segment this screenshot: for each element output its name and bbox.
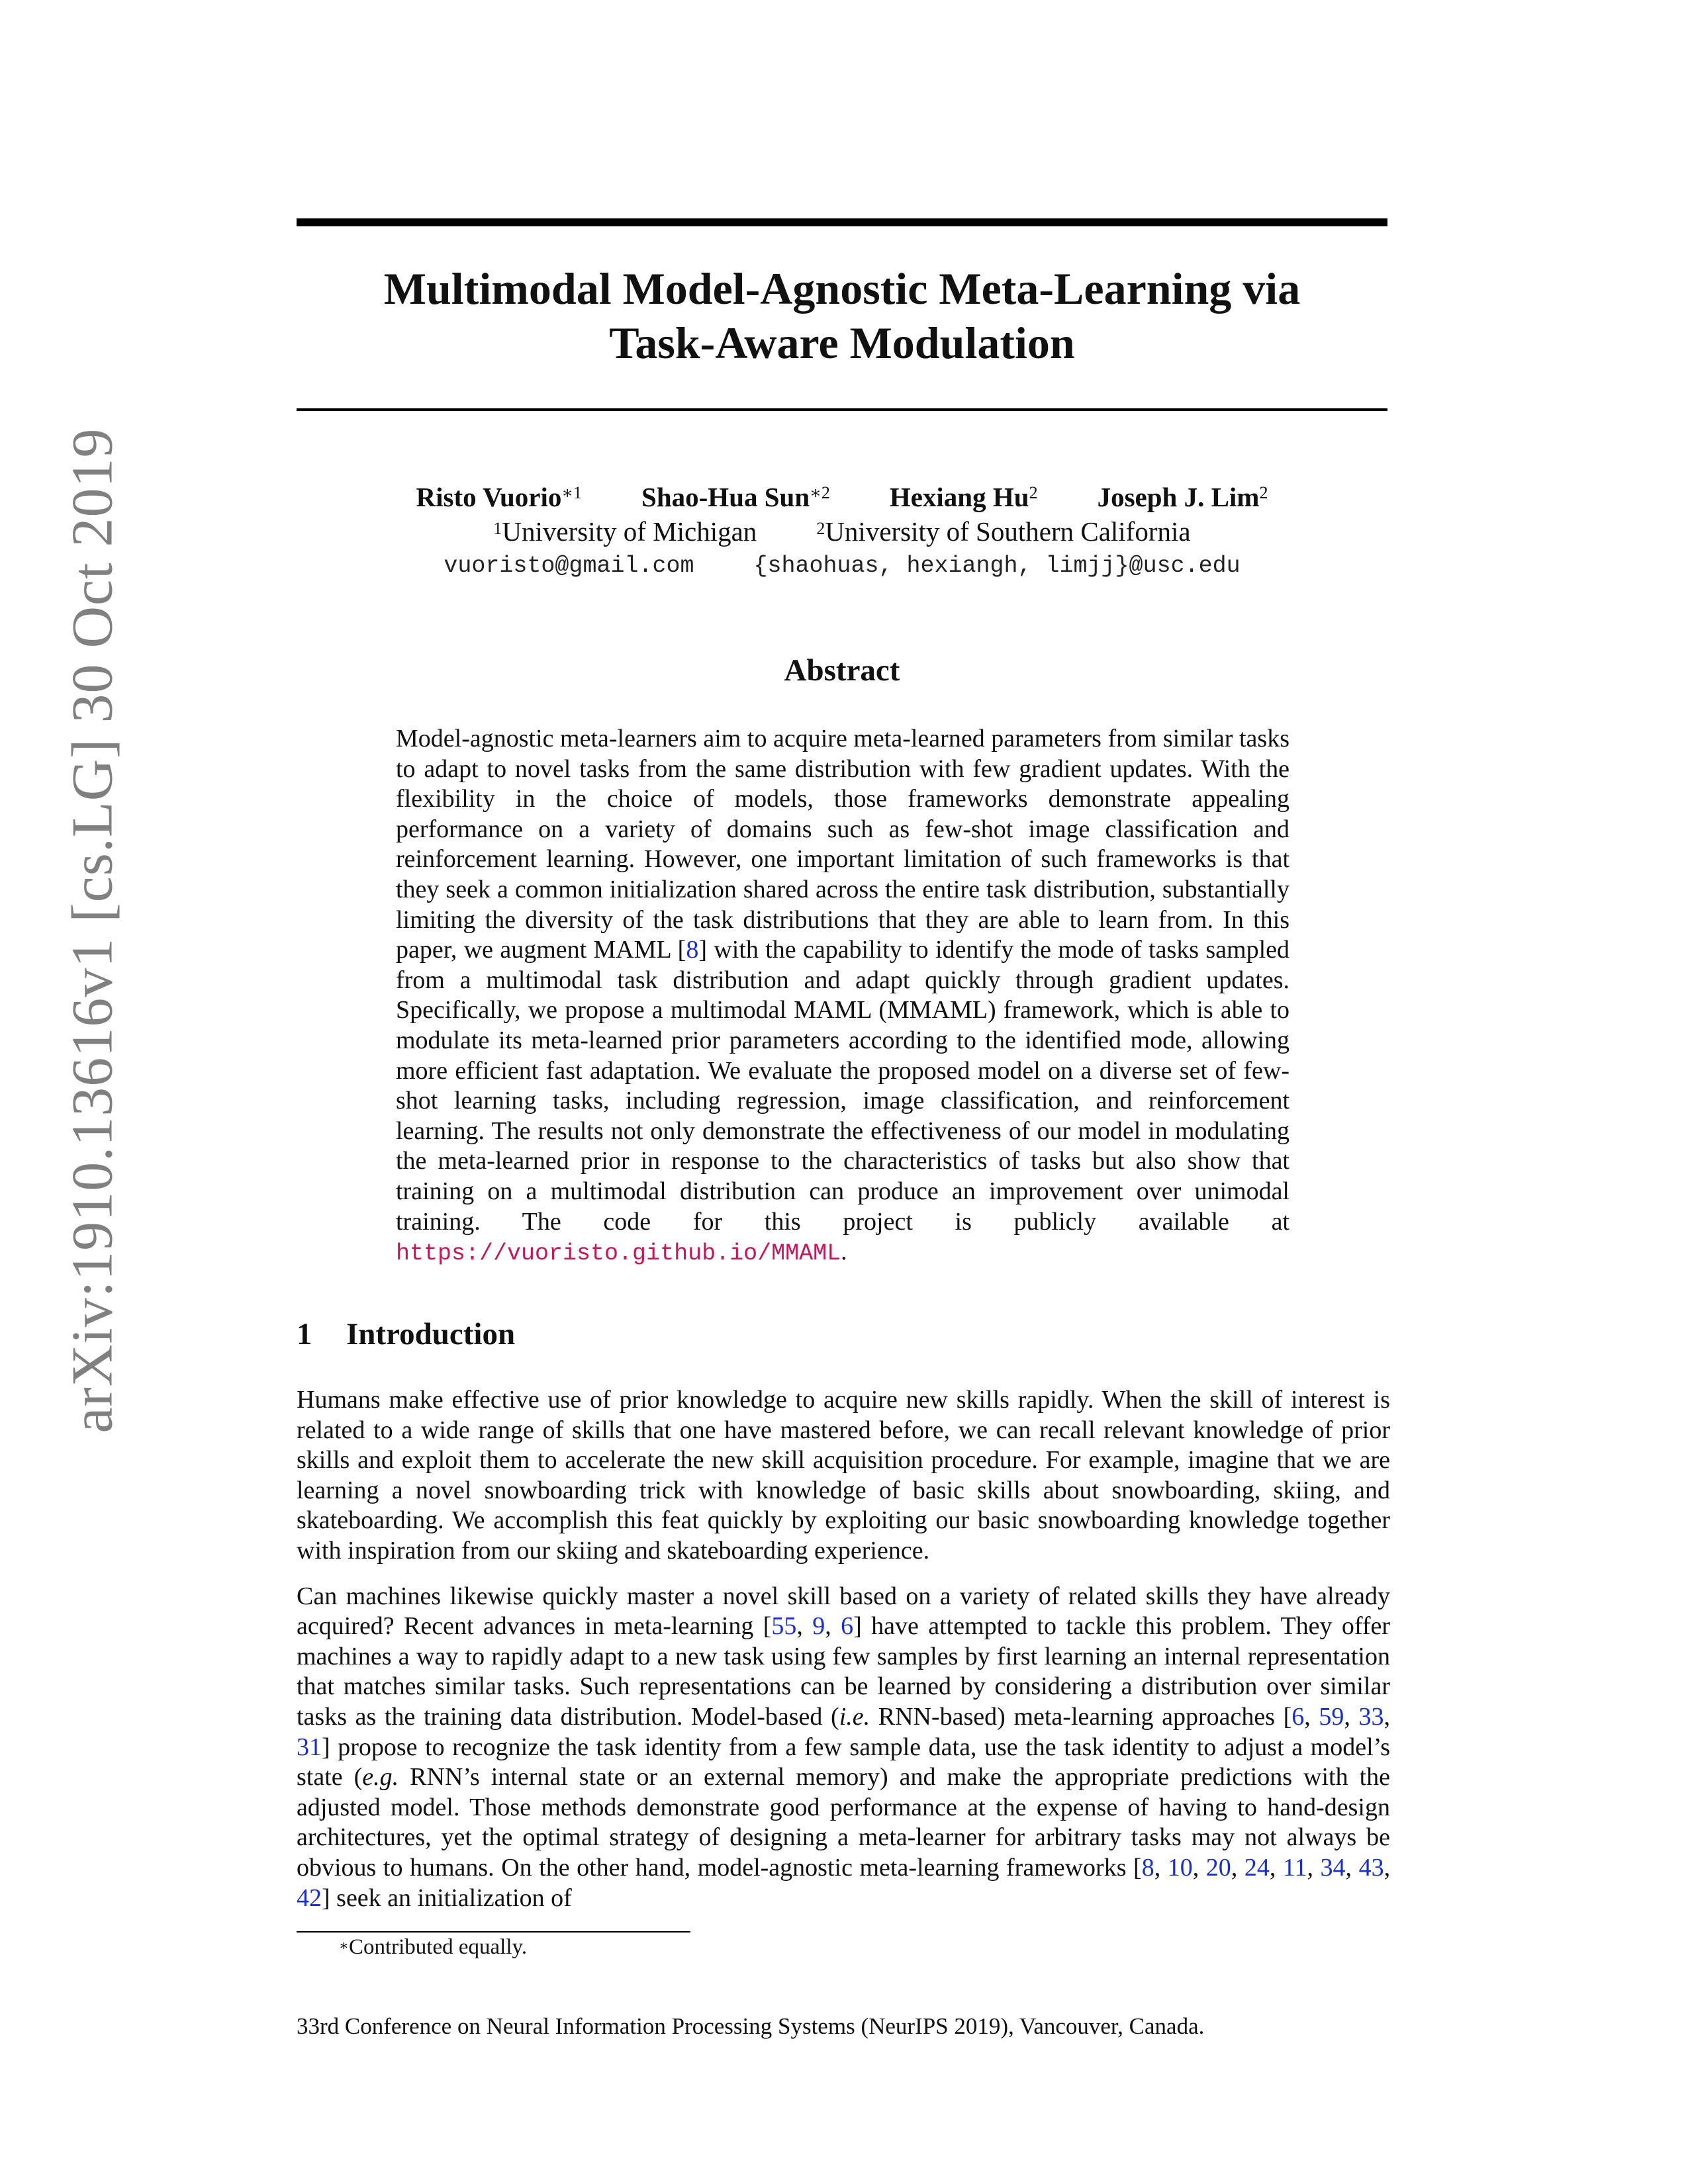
citation-link[interactable]: 33 [1358, 1702, 1384, 1731]
citation-link[interactable]: 6 [1291, 1702, 1305, 1731]
emails [297, 549, 1387, 582]
title-bottom-rule [297, 408, 1387, 411]
affiliation: $^1$University of Michigan [493, 516, 757, 547]
email[interactable]: vuoristo@gmail.com [444, 553, 694, 579]
author: Joseph J. Lim$^2$ [1097, 482, 1268, 512]
citation-link[interactable]: 9 [812, 1612, 825, 1641]
abstract-heading: Abstract [784, 653, 900, 688]
paper-title-line1: Multimodal Model-Agnostic Meta-Learning via [383, 263, 1301, 314]
affiliations [297, 515, 1387, 548]
citation-link[interactable]: 11 [1282, 1853, 1307, 1882]
author: Risto Vuorio$^{∗1}$ [416, 482, 583, 512]
citation-link[interactable]: 34 [1320, 1853, 1346, 1882]
citation-link[interactable]: 24 [1244, 1853, 1270, 1882]
affiliation: $^2$University of Southern California [816, 516, 1191, 547]
citation-link[interactable]: 42 [297, 1884, 322, 1912]
abstract-body: Model-agnostic meta-learners aim to acquire meta-learned parameters from similar tasks to adapt to novel tasks from the same distribution with few gradient updates. With the flexibility in the choice of models, those frameworks demonstrate appealing performance on a variety of domains such as few-shot image classification and reinforcement learning. However, one important limitation of such frameworks is that they seek a common initialization shared across the entire task distribution, substantially limiting the diversity of the task distributions that they are able to learn from. In this paper, we augment MAML [8] with the capability to identify the mode of tasks sampled from a multimodal task distribution and adapt quickly through gradient updates. Specifically, we propose a multimodal MAML (MMAML) framework, which is able to modulate its meta-learned prior parameters according to the identified mode, allowing more efficient fast adaptation. We evaluate the proposed model on a diverse set of few-shot learning tasks, including regression, image classification, and reinforcement learning. The results not only demonstrate the effectiveness of our model in modulating the meta-learned prior in response to the characteristics of tasks but also show that training on a multimodal distribution can produce an improvement over unimodal training. The code for this project is publicly available at https://vuoristo.github.io/MMAML. [396, 725, 1289, 1267]
citation-link[interactable]: 10 [1167, 1853, 1193, 1882]
author: Hexiang Hu$^2$ [889, 482, 1038, 512]
paper-title-line2: Task-Aware Modulation [609, 318, 1075, 368]
section-heading [297, 1316, 1387, 1353]
paragraph: Humans make effective use of prior knowledge to acquire new skills rapidly. When the skill of interest is related to a wide range of skills that one have mastered before, we can recall relevant knowledge of prior skills and exploit them to accelerate the new skill acquisition procedure. For example, imagine that we are learning a novel snowboarding trick with knowledge of basic skills about snowboarding, skiing, and skateboarding. We accomplish this feat quickly by exploiting our basic snowboarding knowledge together with inspiration from our skiing and skateboarding experience. [297, 1386, 1390, 1565]
citation-link[interactable]: 59 [1319, 1702, 1344, 1731]
email[interactable]: {shaohuas, hexiangh, limjj}@usc.edu [753, 553, 1241, 579]
citation-link[interactable]: 55 [771, 1612, 797, 1641]
section-title: Introduction [346, 1317, 516, 1351]
citation-link[interactable]: 31 [297, 1733, 322, 1761]
title-top-rule [297, 218, 1387, 226]
author: Shao-Hua Sun$^{∗2}$ [641, 482, 830, 512]
citation-link[interactable]: 6 [841, 1612, 854, 1641]
paper-title [297, 261, 1387, 370]
arxiv-stamp-text: arXiv:1910.13616v1 [cs.LG] 30 Oct 2019 [60, 428, 125, 1433]
citation-link[interactable]: 8 [1141, 1853, 1154, 1882]
citation-link[interactable]: 20 [1205, 1853, 1231, 1882]
footnote: ∗Contributed equally. [339, 1935, 528, 1959]
citation-link[interactable]: 43 [1358, 1853, 1384, 1882]
project-link[interactable]: https://vuoristo.github.io/MMAML [396, 1240, 841, 1267]
venue-line: 33rd Conference on Neural Information Processing Systems (NeurIPS 2019), Vancouver, Canada. [297, 2013, 1205, 2039]
citation-link[interactable]: 8 [686, 936, 699, 964]
section-number: 1 [297, 1317, 312, 1351]
paragraph: Can machines likewise quickly master a novel skill based on a variety of related skills they have already acquired? Recent advances in meta-learning [55, 9, 6] have attempted to tackle this problem. They offer machines a way to rapidly adapt to a new task using few samples by first learning an internal representation that matches similar tasks. Such representations can be learned by considering a distribution over similar tasks as the training data distribution. Model-based (i.e. RNN-based) meta-learning approaches [6, 59, 33, 31] propose to recognize the task identity from a few sample data, use the task identity to adjust a model’s state (e.g. RNN’s internal state or an external memory) and make the appropriate predictions with the adjusted model. Those methods demonstrate good performance at the expense of having to hand-design architectures, yet the optimal strategy of designing a meta-learner for arbitrary tasks may not always be obvious to humans. On the other hand, model-agnostic meta-learning frameworks [8, 10, 20, 24, 11, 34, 43, 42] seek an initialization of [297, 1582, 1391, 1912]
author-list [297, 480, 1387, 514]
section-body [297, 1385, 1390, 1929]
